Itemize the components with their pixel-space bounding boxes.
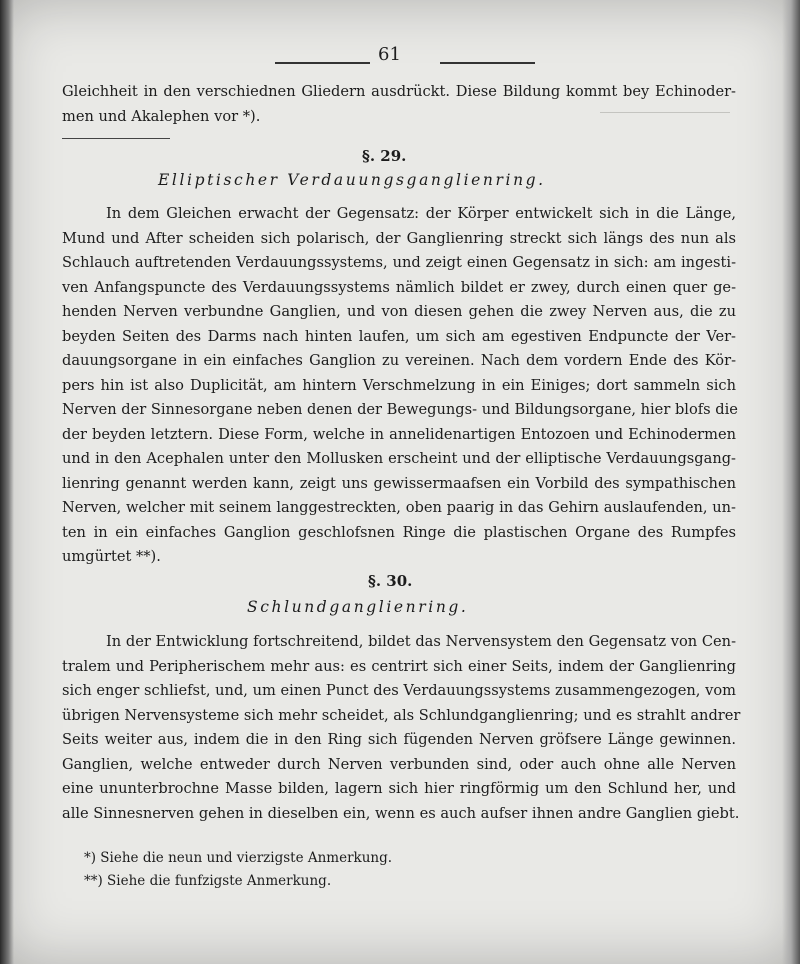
page-left-edge-shadow — [0, 0, 14, 964]
footnote-separator — [62, 138, 170, 139]
text-line: henden Nerven verbundne Ganglien, und von diesen gehen die zwey Nerven aus, die zu — [62, 303, 736, 320]
text-line: In dem Gleichen erwacht der Gegensatz: der Körper entwickelt sich in die Länge, — [106, 205, 736, 222]
text-line: In der Entwicklung fortschreitend, bildet das Nervensystem den Gegensatz von Cen- — [106, 633, 736, 650]
page-number: 61 — [378, 44, 401, 65]
text-line: Mund und After scheiden sich polarisch, der Ganglienring streckt sich längs des nun als — [62, 229, 736, 247]
text-line: Nerven, welcher mit seinem langgestreckten, oben paarig in das Gehirn auslaufenden, un- — [62, 499, 736, 516]
page-right-edge-shadow — [782, 0, 800, 964]
text-line: Gleichheit in den verschiednen Gliedern ausdrückt. Diese Bildung kommt bey Echinoder- — [62, 83, 736, 100]
text-line: alle Sinnesnerven gehen in dieselben ein, wenn es auch aufser ihnen andre Ganglien giebt. — [62, 804, 740, 822]
section-30-paragraph — [62, 630, 741, 826]
text-line: eine ununterbrochne Masse bilden, lagern sich hier ringförmig um den Schlund her, und — [62, 780, 736, 797]
text-line: lienring genannt werden kann, zeigt uns gewissermaafsen ein Vorbild des sympathischen — [62, 474, 736, 492]
section-heading: Schlundganglienring. — [247, 598, 469, 616]
text-line: men und Akalephen vor *). — [62, 107, 261, 125]
section-number: §. 30. — [368, 572, 413, 590]
header-rule-left — [275, 62, 370, 64]
footnote: **) Siehe die funfzigste Anmerkung. — [84, 873, 332, 889]
top-paragraph — [62, 80, 736, 129]
section-number: §. 29. — [362, 147, 407, 165]
text-line: dauungsorgane in ein einfaches Ganglion zu vereinen. Nach dem vordern Ende des Kör- — [62, 352, 736, 369]
text-line: Nerven der Sinnesorgane neben denen der Bewegungs- und Bildungsorgane, hier blofs die — [62, 401, 738, 418]
text-line: tralem und Peripherischem mehr aus: es centrirt sich einer Seits, indem der Ganglienring — [62, 657, 736, 675]
text-line: Schlauch auftretenden Verdauungssystems, und zeigt einen Gegensatz in sich: am ingesti- — [62, 254, 736, 271]
footnote: *) Siehe die neun und vierzigste Anmerkung. — [84, 850, 393, 866]
header-rule-right — [440, 62, 535, 64]
text-line: Ganglien, welche entweder durch Nerven verbunden sind, oder auch ohne alle Nerven — [62, 755, 736, 773]
text-line: ten in ein einfaches Ganglion geschlofsnen Ringe die plastischen Organe des Rumpfes — [62, 523, 736, 541]
section-29-paragraph — [62, 202, 736, 570]
section-heading: Elliptischer Verdauungsganglienring. — [158, 171, 546, 189]
text-line: Seits weiter aus, indem die in den Ring sich fügenden Nerven gröfsere Länge gewinnen. — [62, 731, 736, 748]
text-line: pers hin ist also Duplicität, am hintern Verschmelzung in ein Einiges; dort sammeln sich — [62, 376, 736, 394]
text-line: umgürtet **). — [62, 548, 161, 565]
text-line: und in den Acephalen unter den Mollusken erscheint und der elliptische Verdauungsgang- — [62, 450, 736, 467]
text-line: übrigen Nervensysteme sich mehr scheidet, als Schlundganglienring; und es strahlt andrer — [62, 706, 741, 724]
text-line: ven Anfangspuncte des Verdauungssystems nämlich bildet er zwey, durch einen quer ge- — [62, 278, 736, 296]
text-line: der beyden letztern. Diese Form, welche in annelidenartigen Entozoen und Echinodermen — [62, 425, 736, 443]
text-line: beyden Seiten des Darms nach hinten laufen, um sich am egestiven Endpuncte der Ver- — [62, 327, 736, 345]
text-line: sich enger schliefst, und, um einen Punct des Verdauungssystems zusammengezogen, vom — [62, 682, 736, 699]
